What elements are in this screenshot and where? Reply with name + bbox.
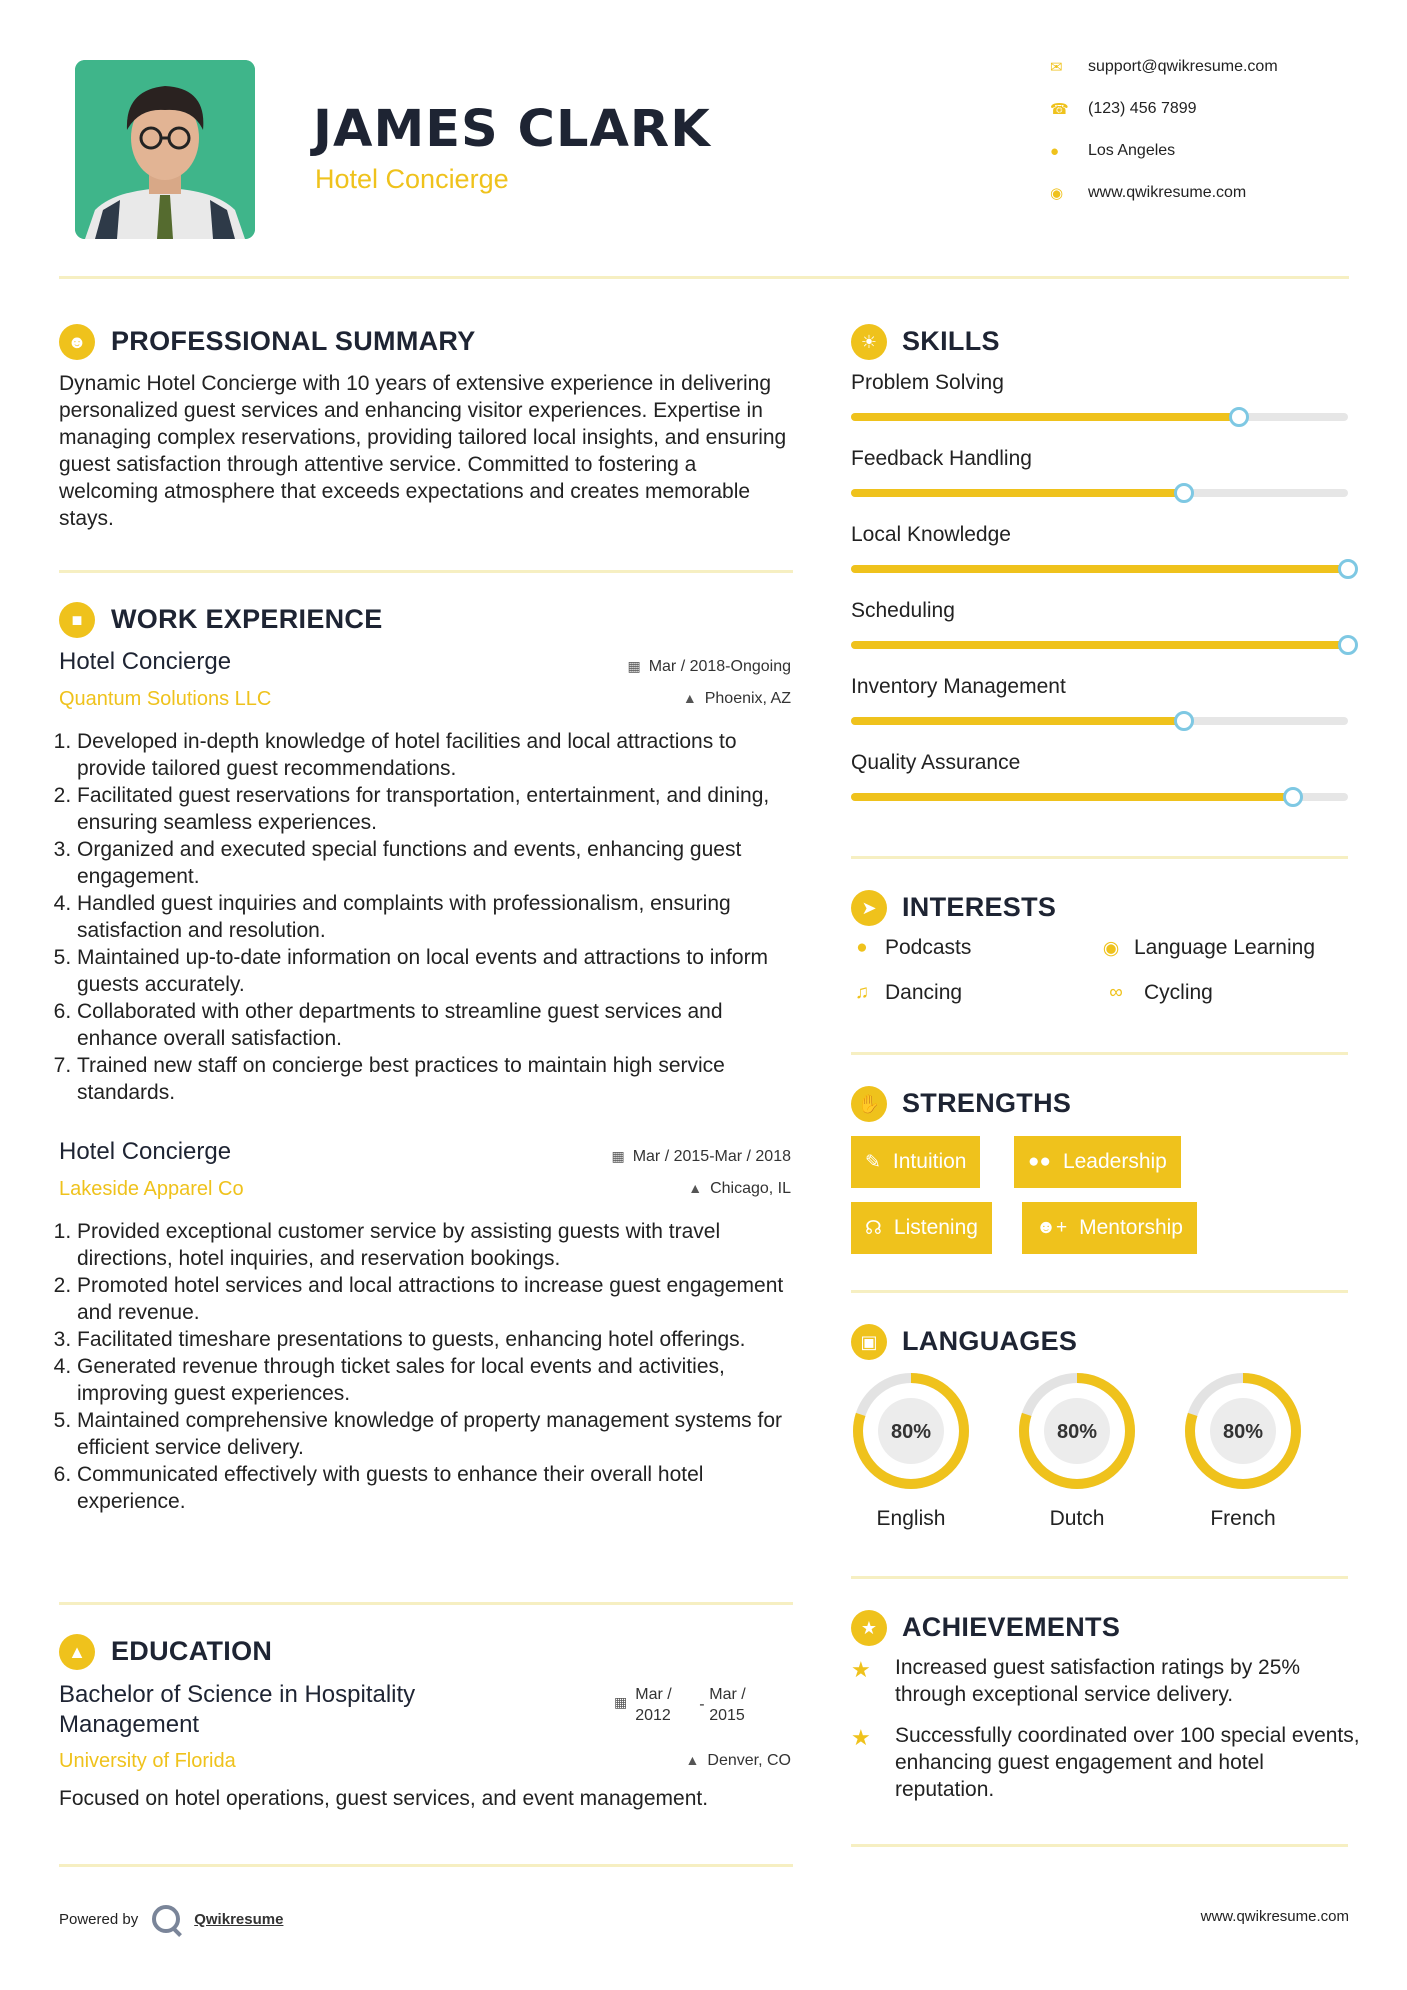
skill-bar-fill xyxy=(851,413,1239,421)
list-item: 4. Handled guest inquiries and complaints with professionalism, ensuring satisfaction and resolution. xyxy=(77,890,799,944)
achievement-item xyxy=(851,1654,1361,1708)
languages-divider xyxy=(851,1576,1348,1579)
bicycle-icon: ∞ xyxy=(1109,982,1123,1003)
education-description: Focused on hotel operations, guest services, and event management. xyxy=(59,1787,709,1810)
education-date xyxy=(614,1684,769,1726)
job-bullets xyxy=(59,1218,799,1515)
users-icon: ●● xyxy=(1028,1151,1051,1172)
candidate-role: Hotel Concierge xyxy=(315,164,509,194)
skill-bar-fill xyxy=(851,565,1348,573)
hand-icon: ✋ xyxy=(851,1086,887,1122)
calendar-icon: ▦ xyxy=(611,1148,625,1164)
summary-divider xyxy=(59,570,793,573)
skill-bar-knob xyxy=(1174,483,1194,503)
strength-tag xyxy=(851,1202,992,1254)
interests-divider xyxy=(851,1052,1348,1055)
list-item: 2. Promoted hotel services and local attractions to increase guest engagement and revenue. xyxy=(77,1272,799,1326)
skill-bar-knob xyxy=(1174,711,1194,731)
graduation-icon: ▲ xyxy=(59,1634,95,1670)
company-name: Quantum Solutions LLC xyxy=(59,688,272,710)
list-item: 1. Developed in-depth knowledge of hotel facilities and local attractions to provide tailored guest recommendations. xyxy=(77,728,799,782)
list-item: 3. Facilitated timeshare presentations to guests, enhancing hotel offerings. xyxy=(77,1326,799,1353)
language-ring xyxy=(1016,1370,1138,1492)
candidate-name: JAMES CLARK xyxy=(313,100,711,159)
skills-divider xyxy=(851,856,1348,859)
interest-item xyxy=(1100,936,1315,960)
star-icon: ★ xyxy=(851,1657,871,1682)
language-name: French xyxy=(1210,1507,1276,1530)
job-date xyxy=(611,1148,791,1166)
language-ring xyxy=(1182,1370,1304,1492)
skill-bar-fill xyxy=(851,793,1293,801)
job-location xyxy=(683,690,791,708)
list-item: 2. Facilitated guest reservations for transportation, entertainment, and dining, ensuring seamless experiences. xyxy=(77,782,799,836)
skill-bar-knob xyxy=(1229,407,1249,427)
contact-website[interactable] xyxy=(1050,184,1350,202)
contact-phone[interactable] xyxy=(1050,100,1350,118)
skill-label: Scheduling xyxy=(851,599,955,622)
paper-plane-icon: ➤ xyxy=(851,890,887,926)
strength-label: Leadership xyxy=(1062,1150,1167,1173)
education-heading: EDUCATION xyxy=(111,1636,273,1666)
contact-location xyxy=(1050,142,1350,160)
achievement-item xyxy=(851,1722,1361,1803)
summary-text: Dynamic Hotel Concierge with 10 years of extensive experience in delivering personalized guest services and enhancing visitor experiences. Expertise in managing complex reservations, providing tailored local insights, and ensuring guest satisfaction through attentive service. Committed to fostering a welcoming atmosphere that exceeds expectations and creates memorable stays. xyxy=(59,372,787,530)
header-divider xyxy=(59,276,1349,279)
star-badge-icon: ★ xyxy=(851,1610,887,1646)
list-item: 6. Collaborated with other departments to streamline guest services and enhance overall satisfaction. xyxy=(77,998,799,1052)
user-icon: ☻ xyxy=(59,324,95,360)
phone-icon: ☎ xyxy=(1050,101,1069,118)
school-name: University of Florida xyxy=(59,1750,236,1772)
achievements-heading: ACHIEVEMENTS xyxy=(902,1612,1121,1642)
degree-title: Bachelor of Science in Hospitality Management xyxy=(59,1681,416,1738)
job-location-text: Chicago, IL xyxy=(710,1180,791,1197)
skill-bar-track xyxy=(851,413,1348,421)
job-location-text: Phoenix, AZ xyxy=(704,690,791,707)
interest-label: Podcasts xyxy=(885,936,972,959)
skill-bar-fill xyxy=(851,641,1348,649)
list-item: 3. Organized and executed special functions and events, enhancing guest engagement. xyxy=(77,836,799,890)
language-name: Dutch xyxy=(1049,1507,1105,1530)
strength-label: Mentorship xyxy=(1079,1216,1183,1239)
skill-bar-knob xyxy=(1338,635,1358,655)
strength-tag xyxy=(1022,1202,1197,1254)
skill-bar-track xyxy=(851,565,1348,573)
summary-heading: PROFESSIONAL SUMMARY xyxy=(111,326,476,356)
job-title: Hotel Concierge xyxy=(59,1138,232,1165)
powered-by-text: Powered by xyxy=(59,1910,139,1928)
list-item: 5. Maintained comprehensive knowledge of property management systems for efficient service delivery. xyxy=(77,1407,799,1461)
language-percent: 80% xyxy=(1222,1421,1264,1443)
skill-bar-fill xyxy=(851,489,1184,497)
experience-heading: WORK EXPERIENCE xyxy=(111,604,383,634)
footer-website[interactable]: www.qwikresume.com xyxy=(1200,1908,1349,1925)
briefcase-icon: ■ xyxy=(59,602,95,638)
achievement-text: Successfully coordinated over 100 special events, enhancing guest engagement and hotel reputation. xyxy=(895,1724,1360,1801)
headphones-icon: ☊ xyxy=(865,1217,882,1239)
strength-tag xyxy=(851,1136,980,1188)
job-date xyxy=(627,658,791,676)
list-item: 5. Maintained up-to-date information on local events and attractions to inform guests accurately. xyxy=(77,944,799,998)
pushpin-icon: ▲ xyxy=(688,1180,703,1196)
achievements-divider xyxy=(851,1844,1348,1847)
education-date-end: Mar / 2015 xyxy=(709,1686,746,1724)
brand-link[interactable]: Qwikresume xyxy=(194,1910,284,1928)
language-percent: 80% xyxy=(890,1421,932,1443)
magic-wand-icon: ✎ xyxy=(865,1151,881,1173)
contact-email[interactable] xyxy=(1050,58,1350,76)
interest-label: Language Learning xyxy=(1134,936,1316,959)
envelope-icon: ✉ xyxy=(1050,59,1063,76)
list-item: 4. Generated revenue through ticket sales for local events and activities, improving guest experiences. xyxy=(77,1353,799,1407)
strengths-heading: STRENGTHS xyxy=(902,1088,1072,1118)
interest-item xyxy=(851,936,971,960)
list-item: 7. Trained new staff on concierge best practices to maintain high service standards. xyxy=(77,1052,799,1106)
skill-label: Feedback Handling xyxy=(851,447,1032,470)
language-ring xyxy=(850,1370,972,1492)
calendar-icon: ▦ xyxy=(614,1694,628,1710)
strength-label: Intuition xyxy=(892,1150,967,1173)
star-icon: ★ xyxy=(851,1725,871,1750)
skill-label: Inventory Management xyxy=(851,675,1066,698)
music-icon: ♫ xyxy=(854,982,870,1003)
skill-bar-knob xyxy=(1338,559,1358,579)
contact-website-text: www.qwikresume.com xyxy=(1088,184,1247,201)
interest-label: Dancing xyxy=(885,981,963,1004)
skill-bar-track xyxy=(851,717,1348,725)
education-location xyxy=(686,1752,791,1770)
contact-phone-text: (123) 456 7899 xyxy=(1088,100,1197,117)
strength-tag xyxy=(1014,1136,1181,1188)
globe-icon: ◉ xyxy=(1102,937,1120,959)
education-date-start: Mar / 2012 xyxy=(635,1686,672,1724)
job-title: Hotel Concierge xyxy=(59,648,232,675)
qwikresume-logo-icon xyxy=(152,1905,180,1933)
job-date-text: Mar / 2018-Ongoing xyxy=(648,658,791,675)
education-location-text: Denver, CO xyxy=(707,1752,791,1769)
pushpin-icon: ▲ xyxy=(685,1752,700,1768)
company-name: Lakeside Apparel Co xyxy=(59,1178,244,1200)
lightbulb-icon: ☀ xyxy=(851,324,887,360)
calendar-icon: ▦ xyxy=(627,658,641,674)
contact-email-text: support@qwikresume.com xyxy=(1088,58,1278,75)
skill-bar-fill xyxy=(851,717,1184,725)
footer-powered-by xyxy=(59,1905,283,1933)
language-name: English xyxy=(876,1507,946,1530)
language-icon: ▣ xyxy=(851,1324,887,1360)
contact-location-text: Los Angeles xyxy=(1088,142,1176,159)
education-divider xyxy=(59,1864,793,1867)
microphone-icon: ● xyxy=(856,937,868,958)
job-bullets xyxy=(59,728,799,1106)
interests-heading: INTERESTS xyxy=(902,892,1057,922)
user-plus-icon: ☻+ xyxy=(1036,1217,1068,1238)
skill-label: Local Knowledge xyxy=(851,523,1011,546)
skill-label: Quality Assurance xyxy=(851,751,1021,774)
job-date-text: Mar / 2015-Mar / 2018 xyxy=(632,1148,791,1165)
interest-item xyxy=(1100,981,1213,1005)
pushpin-icon: ▲ xyxy=(682,690,697,706)
skill-bar-track xyxy=(851,489,1348,497)
job-location xyxy=(688,1180,791,1198)
skill-bar-track xyxy=(851,641,1348,649)
date-separator: - xyxy=(699,1696,705,1713)
strengths-divider xyxy=(851,1290,1348,1293)
list-item: 1. Provided exceptional customer service by assisting guests with travel directions, hotel inquiries, and reservation bookings. xyxy=(77,1218,799,1272)
experience-divider xyxy=(59,1602,793,1605)
interest-label: Cycling xyxy=(1144,981,1213,1004)
interest-item xyxy=(851,981,962,1005)
skill-bar-track xyxy=(851,793,1348,801)
achievement-text: Increased guest satisfaction ratings by 25% through exceptional service delivery. xyxy=(895,1656,1301,1706)
list-item: 6. Communicated effectively with guests to enhance their overall hotel experience. xyxy=(77,1461,799,1515)
map-pin-icon: ● xyxy=(1050,142,1060,160)
language-percent: 80% xyxy=(1056,1421,1098,1443)
skill-bar-knob xyxy=(1283,787,1303,807)
globe-icon: ◉ xyxy=(1050,185,1064,202)
languages-heading: LANGUAGES xyxy=(902,1326,1078,1356)
profile-photo xyxy=(75,60,255,239)
skills-heading: SKILLS xyxy=(902,326,1000,356)
strength-label: Listening xyxy=(893,1216,978,1239)
skill-label: Problem Solving xyxy=(851,371,1004,394)
